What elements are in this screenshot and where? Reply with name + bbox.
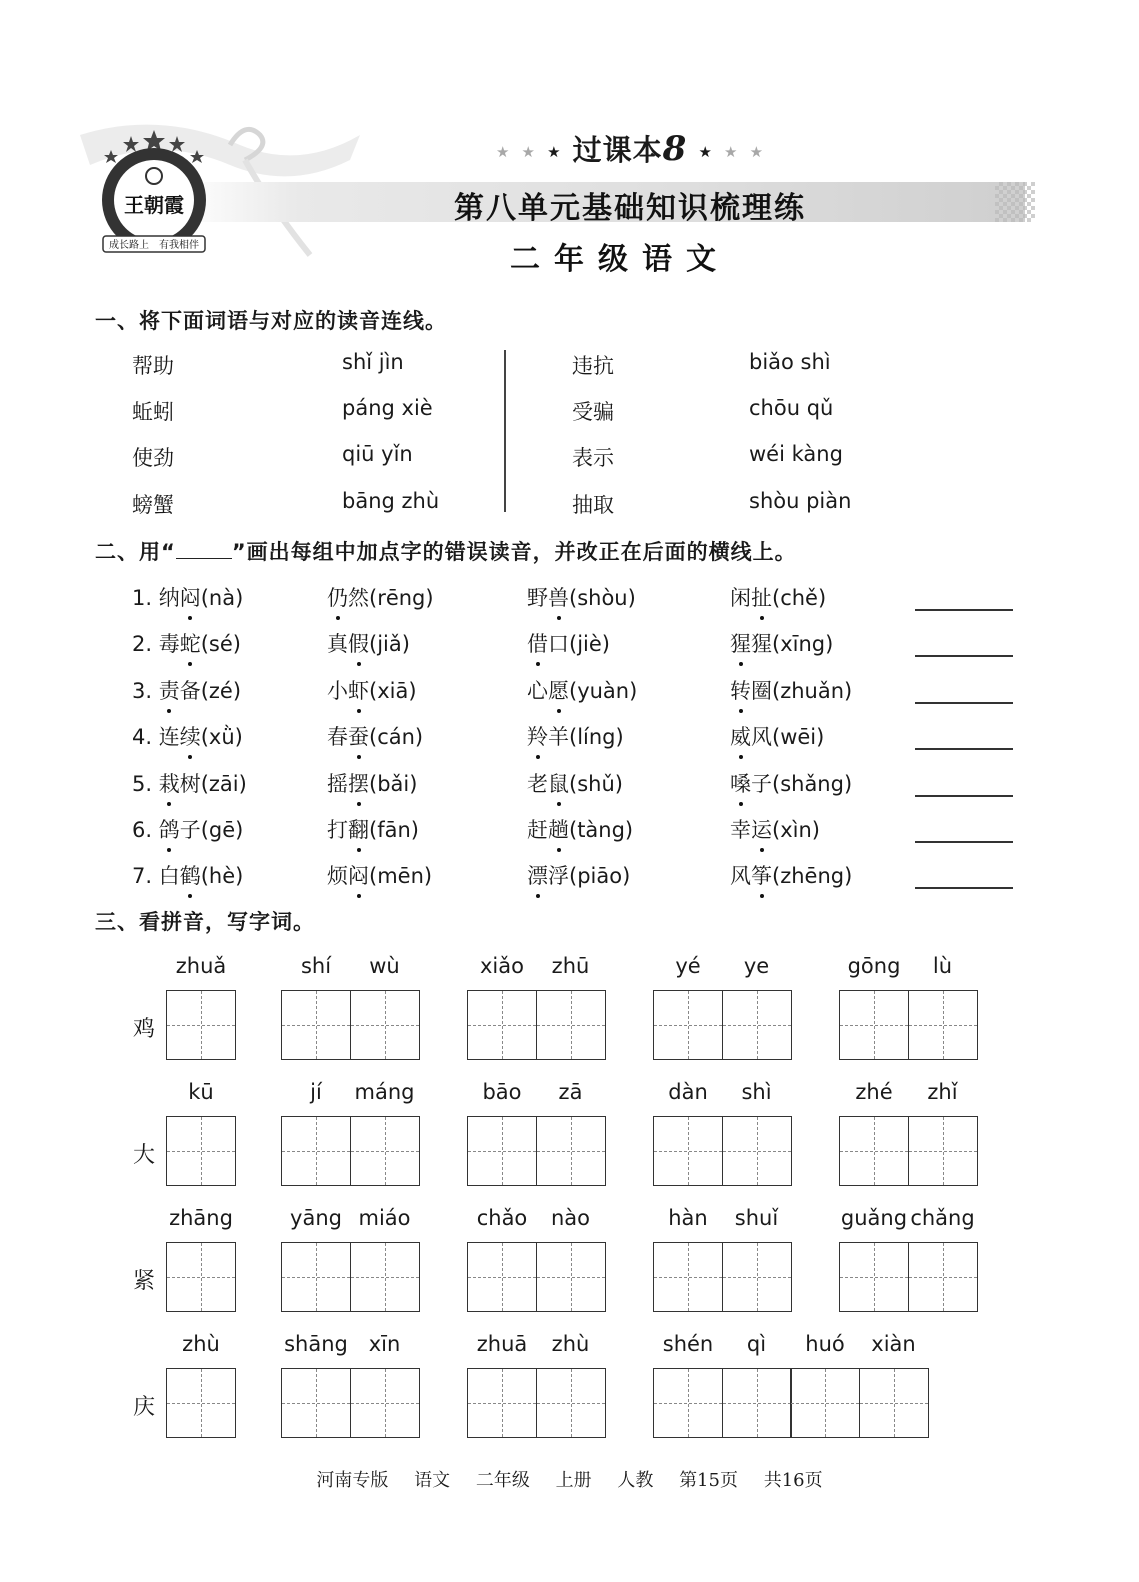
item-pinyin[interactable]: (gē) — [200, 818, 244, 842]
pinyin-syllable: nào — [550, 1206, 591, 1230]
dotted-char: 栽 — [159, 768, 180, 798]
writing-cell[interactable] — [722, 1242, 792, 1312]
error-item[interactable] — [132, 721, 243, 751]
dotted-char: 闷 — [180, 582, 201, 612]
item-number: 2. — [132, 632, 159, 656]
writing-cell[interactable] — [350, 1116, 420, 1186]
error-item[interactable] — [527, 814, 633, 844]
pinyin-syllable: shì — [741, 1080, 772, 1104]
match-right-pinyin[interactable]: wéi kàng — [749, 442, 843, 466]
error-item[interactable] — [132, 628, 241, 658]
item-char: 树 — [179, 772, 201, 796]
item-char: 野 — [527, 586, 548, 610]
pinyin-syllable: zhù — [551, 1332, 590, 1356]
dotted-char: 趟 — [548, 814, 569, 844]
item-char: 纳 — [158, 586, 180, 610]
pinyin-syllable: zhǐ — [927, 1080, 958, 1104]
dotted-char: 鸽 — [159, 814, 180, 844]
item-char: 摇 — [327, 772, 348, 796]
item-char: 圈 — [751, 679, 772, 703]
match-left-pinyin[interactable]: qiū yǐn — [342, 442, 413, 466]
footer-page: 第15页 — [679, 1470, 738, 1491]
item-pinyin[interactable]: (xīng) — [772, 632, 834, 656]
pinyin-syllable: zā — [558, 1080, 583, 1104]
pinyin-syllable: chǎng — [910, 1206, 975, 1230]
page-title: 第八单元基础知识梳理练 — [454, 191, 806, 226]
error-item[interactable] — [730, 768, 852, 798]
error-item[interactable] — [527, 860, 630, 890]
writing-grid — [839, 990, 978, 1060]
dotted-char: 转 — [730, 675, 751, 705]
pinyin-syllable: gōng — [847, 954, 901, 978]
pinyin-syllable: guǎng — [840, 1206, 908, 1230]
match-left-word[interactable]: 蚯蚓 — [132, 400, 174, 424]
pinyin-syllable: dàn — [668, 1080, 708, 1104]
item-char: 打 — [327, 818, 348, 842]
pinyin-syllable: zhū — [551, 954, 590, 978]
error-item[interactable] — [527, 628, 610, 658]
pinyin-syllable: huó — [805, 1332, 845, 1356]
error-item[interactable] — [527, 768, 623, 798]
item-pinyin[interactable]: (líng) — [569, 725, 624, 749]
dotted-char: 闷 — [348, 860, 369, 890]
dotted-char: 借 — [527, 628, 548, 658]
section2-heading — [95, 536, 797, 566]
error-item[interactable] — [327, 582, 434, 612]
lead-char: 庆 — [133, 1395, 156, 1420]
dotted-char: 翻 — [348, 814, 369, 844]
writing-cell[interactable] — [722, 990, 792, 1060]
writing-cell[interactable] — [722, 1116, 792, 1186]
pinyin-syllable: wù — [369, 954, 400, 978]
item-pinyin[interactable]: (wēi) — [772, 725, 825, 749]
error-item[interactable] — [327, 860, 432, 890]
lead-char: 鸡 — [133, 1017, 156, 1042]
item-char: 幸 — [730, 818, 751, 842]
writing-cell[interactable] — [467, 1368, 537, 1438]
footer-volume: 上册 — [555, 1470, 592, 1491]
item-char: 春 — [327, 725, 348, 749]
item-char: 赶 — [527, 818, 548, 842]
match-right-pinyin[interactable]: chōu qǔ — [749, 396, 834, 420]
dotted-char: 蛇 — [180, 628, 201, 658]
item-char: 然 — [348, 586, 369, 610]
error-item[interactable] — [527, 721, 624, 751]
item-pinyin[interactable]: (jiǎ) — [369, 632, 410, 656]
writing-cell[interactable] — [166, 1242, 236, 1312]
error-item[interactable] — [132, 582, 243, 612]
dotted-char: 假 — [348, 628, 369, 658]
writing-cell[interactable] — [467, 1242, 537, 1312]
writing-grid — [166, 990, 236, 1060]
item-pinyin[interactable]: (yuàn) — [569, 679, 638, 703]
writing-grid — [281, 990, 420, 1060]
writing-cell[interactable] — [281, 1368, 351, 1438]
footer-subject: 语文 — [414, 1470, 451, 1491]
error-item[interactable] — [327, 814, 419, 844]
section2-heading-post: ”画出每组中加点字的错误读音，并改正在后面的横线上。 — [231, 540, 797, 564]
match-left-word[interactable]: 帮助 — [132, 354, 174, 378]
error-item[interactable] — [527, 582, 636, 612]
match-right-word[interactable]: 违抗 — [572, 354, 614, 378]
item-char: 子 — [751, 772, 772, 796]
writing-cell[interactable] — [653, 1242, 723, 1312]
writing-grid — [839, 1242, 978, 1312]
error-item[interactable] — [132, 768, 247, 798]
pinyin-syllable: xiǎo — [480, 954, 524, 978]
match-left-pinyin[interactable]: páng xiè — [342, 396, 433, 420]
star-icon: ★ — [521, 143, 536, 161]
item-pinyin[interactable]: (xìn) — [772, 818, 820, 842]
item-pinyin[interactable]: (zé) — [200, 679, 242, 703]
item-pinyin[interactable]: (zhuǎn) — [772, 679, 853, 703]
item-pinyin[interactable]: (nà) — [200, 586, 244, 610]
answer-line[interactable] — [915, 887, 1013, 889]
error-item[interactable] — [730, 582, 826, 612]
item-char: 猩 — [751, 632, 772, 656]
pinyin-syllable: xiàn — [871, 1332, 916, 1356]
error-item[interactable] — [730, 721, 824, 751]
dotted-char: 鼠 — [548, 768, 569, 798]
item-char: 连 — [158, 725, 180, 749]
pinyin-syllable: yé — [675, 954, 701, 978]
pinyin-syllable: kū — [188, 1080, 214, 1104]
logo-brand-text: 王朝霞 — [124, 193, 184, 217]
dotted-char: 蚕 — [348, 721, 369, 751]
answer-line[interactable] — [915, 841, 1013, 843]
writing-cell[interactable] — [908, 1116, 978, 1186]
error-item[interactable] — [527, 675, 637, 705]
item-pinyin[interactable]: (zāi) — [200, 772, 247, 796]
item-number: 3. — [132, 679, 159, 703]
lead-char: 紧 — [133, 1269, 156, 1294]
writing-cell[interactable] — [536, 1242, 606, 1312]
dotted-char: 威 — [730, 721, 751, 751]
dotted-char: 筝 — [751, 860, 772, 890]
pinyin-syllable: shí — [300, 954, 332, 978]
page-footer — [0, 1466, 1139, 1492]
item-char: 闲 — [730, 586, 751, 610]
pinyin-syllable: jí — [310, 1080, 322, 1104]
error-item[interactable] — [132, 675, 241, 705]
writing-grid — [281, 1242, 420, 1312]
writing-cell[interactable] — [467, 990, 537, 1060]
writing-cell[interactable] — [908, 1242, 978, 1312]
dotted-char: 愿 — [548, 675, 569, 705]
pinyin-syllable: lù — [932, 954, 953, 978]
item-number: 4. — [132, 725, 159, 749]
pinyin-syllable: xīn — [368, 1332, 401, 1356]
star-icon: ★ — [698, 143, 713, 161]
writing-grid — [653, 1368, 929, 1438]
pinyin-syllable: zhé — [855, 1080, 893, 1104]
item-char: 口 — [548, 632, 569, 656]
writing-cell[interactable] — [350, 1368, 420, 1438]
dotted-char: 责 — [159, 675, 180, 705]
pinyin-syllable: qì — [746, 1332, 767, 1356]
item-pinyin[interactable]: (rēng) — [369, 586, 434, 610]
writing-cell[interactable] — [536, 1116, 606, 1186]
item-char: 风 — [751, 725, 772, 749]
writing-cell[interactable] — [281, 1116, 351, 1186]
brand-logo — [95, 128, 213, 256]
star-icon: ★ — [749, 143, 765, 161]
dotted-char: 虾 — [348, 675, 369, 705]
writing-cell[interactable] — [839, 1116, 909, 1186]
writing-cell[interactable] — [536, 990, 606, 1060]
logo-motto-left: 成长路上 — [109, 240, 149, 251]
match-right-word[interactable]: 抽取 — [572, 493, 614, 517]
error-item[interactable] — [327, 628, 410, 658]
star-icon: ★ — [724, 143, 739, 161]
dotted-char: 摆 — [348, 768, 369, 798]
item-number: 1. — [132, 586, 159, 610]
writing-grid — [281, 1368, 420, 1438]
item-pinyin[interactable]: (fān) — [369, 818, 419, 842]
logo-motto-right: 有我相伴 — [159, 240, 199, 251]
item-pinyin[interactable]: (cán) — [369, 725, 424, 749]
item-char: 子 — [179, 818, 201, 842]
section2-heading-pre: 二、用“ — [95, 540, 176, 564]
pinyin-syllable: máng — [354, 1080, 415, 1104]
answer-line[interactable] — [915, 609, 1013, 611]
dotted-char: 运 — [751, 814, 772, 844]
answer-line[interactable] — [915, 702, 1013, 704]
pinyin-syllable: shén — [662, 1332, 714, 1356]
item-char: 备 — [179, 679, 201, 703]
match-left-pinyin[interactable]: shǐ jìn — [342, 350, 404, 374]
item-pinyin[interactable]: (shǔ) — [569, 772, 623, 796]
writing-grid — [281, 1116, 420, 1186]
item-number: 6. — [132, 818, 159, 842]
match-right-pinyin[interactable]: biǎo shì — [749, 350, 831, 374]
writing-grid — [467, 1242, 606, 1312]
match-left-pinyin[interactable]: bāng zhù — [342, 489, 440, 513]
item-char: 浮 — [548, 864, 569, 888]
item-pinyin[interactable]: (shòu) — [569, 586, 636, 610]
dotted-char: 续 — [180, 721, 201, 751]
lead-char: 大 — [133, 1143, 156, 1168]
kicker-text: 过课本 — [572, 133, 663, 167]
pinyin-syllable: ye — [743, 954, 770, 978]
item-char: 老 — [527, 772, 548, 796]
writing-cell[interactable] — [536, 1368, 606, 1438]
error-item[interactable] — [132, 860, 243, 890]
pinyin-syllable: miáo — [358, 1206, 411, 1230]
item-pinyin[interactable]: (shǎng) — [772, 772, 853, 796]
writing-cell[interactable] — [467, 1116, 537, 1186]
writing-cell[interactable] — [281, 1242, 351, 1312]
error-item[interactable] — [730, 675, 852, 705]
dotted-char: 猩 — [730, 628, 751, 658]
writing-grid — [467, 1368, 606, 1438]
writing-grid — [467, 1116, 606, 1186]
pinyin-syllable: zhuā — [476, 1332, 528, 1356]
match-right-word[interactable]: 表示 — [572, 446, 614, 470]
writing-cell[interactable] — [839, 1242, 909, 1312]
item-pinyin[interactable]: (jiè) — [569, 632, 610, 656]
error-item[interactable] — [730, 814, 820, 844]
writing-grid — [653, 990, 792, 1060]
writing-grid — [467, 990, 606, 1060]
error-item[interactable] — [730, 860, 852, 890]
writing-cell[interactable] — [653, 1368, 723, 1438]
dotted-char: 兽 — [548, 582, 569, 612]
error-item[interactable] — [730, 628, 833, 658]
item-char: 小 — [327, 679, 348, 703]
footer-grade: 二年级 — [475, 1470, 530, 1491]
dotted-char: 鹤 — [180, 860, 201, 890]
item-pinyin[interactable]: (hè) — [200, 864, 244, 888]
dotted-char: 嗓 — [730, 768, 751, 798]
item-char: 风 — [730, 864, 751, 888]
section1-heading: 一、将下面词语与对应的读音连线。 — [95, 309, 447, 333]
writing-cell[interactable] — [166, 1116, 236, 1186]
match-left-word[interactable]: 螃蟹 — [132, 493, 174, 517]
item-char: 羊 — [548, 725, 569, 749]
item-pinyin[interactable]: (mēn) — [369, 864, 433, 888]
match-right-pinyin[interactable]: shòu piàn — [749, 489, 852, 513]
pinyin-syllable: hàn — [668, 1206, 708, 1230]
error-item[interactable] — [327, 768, 417, 798]
answer-line[interactable] — [915, 655, 1013, 657]
dotted-char: 漂 — [527, 860, 548, 890]
writing-cell[interactable] — [653, 990, 723, 1060]
item-pinyin[interactable]: (xiā) — [369, 679, 417, 703]
writing-grid — [166, 1368, 236, 1438]
kicker-title — [440, 128, 820, 169]
ribbon-checker-pattern — [995, 182, 1035, 222]
footer-total: 共16页 — [763, 1470, 823, 1491]
star-icon: ★ — [547, 143, 562, 161]
item-pinyin[interactable]: (piāo) — [569, 864, 631, 888]
item-char: 毒 — [158, 632, 180, 656]
match-left-word[interactable]: 使劲 — [132, 446, 174, 470]
dotted-char: 羚 — [527, 721, 548, 751]
underline-symbol — [176, 544, 232, 559]
item-char: 真 — [327, 632, 348, 656]
pinyin-syllable: chǎo — [476, 1206, 528, 1230]
pinyin-syllable: bāo — [482, 1080, 522, 1104]
page-subtitle: 二年级语文 — [510, 242, 730, 277]
writing-cell[interactable] — [166, 990, 236, 1060]
writing-cell[interactable] — [722, 1368, 792, 1438]
writing-cell[interactable] — [859, 1368, 929, 1438]
writing-cell[interactable] — [839, 990, 909, 1060]
pinyin-syllable: yāng — [290, 1206, 342, 1230]
pinyin-syllable: shuǐ — [734, 1206, 779, 1230]
footer-publisher: 人教 — [617, 1470, 654, 1491]
item-char: 心 — [527, 679, 548, 703]
item-char: 烦 — [327, 864, 348, 888]
pinyin-syllable: zhuǎ — [175, 954, 227, 978]
item-number: 7. — [132, 864, 159, 888]
item-number: 5. — [132, 772, 159, 796]
writing-cell[interactable] — [166, 1368, 236, 1438]
match-right-word[interactable]: 受骗 — [572, 400, 614, 424]
answer-line[interactable] — [915, 748, 1013, 750]
writing-cell[interactable] — [281, 990, 351, 1060]
writing-grid — [653, 1242, 792, 1312]
writing-cell[interactable] — [350, 990, 420, 1060]
writing-cell[interactable] — [908, 990, 978, 1060]
writing-cell[interactable] — [350, 1242, 420, 1312]
pinyin-syllable: shāng — [284, 1332, 348, 1356]
item-char: 白 — [158, 864, 180, 888]
star-icon: ★ — [495, 143, 511, 161]
answer-line[interactable] — [915, 795, 1013, 797]
dotted-char: 扯 — [751, 582, 772, 612]
item-pinyin[interactable]: (zhēng) — [772, 864, 853, 888]
match-divider — [504, 350, 506, 512]
kicker-number: 8 — [662, 129, 688, 169]
writing-grid — [166, 1242, 236, 1312]
writing-cell[interactable] — [790, 1368, 860, 1438]
item-pinyin[interactable]: (tàng) — [569, 818, 634, 842]
writing-grid — [166, 1116, 236, 1186]
item-pinyin[interactable]: (sé) — [200, 632, 241, 656]
pinyin-syllable: zhāng — [169, 1206, 233, 1230]
dotted-char: 仍 — [327, 582, 348, 612]
writing-grid — [653, 1116, 792, 1186]
item-pinyin[interactable]: (xǜ) — [200, 725, 243, 749]
error-item[interactable] — [327, 675, 417, 705]
writing-cell[interactable] — [653, 1116, 723, 1186]
writing-grid — [839, 1116, 978, 1186]
pinyin-syllable: zhù — [182, 1332, 220, 1356]
item-pinyin[interactable]: (chě) — [772, 586, 827, 610]
footer-edition: 河南专版 — [316, 1470, 389, 1491]
error-item[interactable] — [327, 721, 423, 751]
error-item[interactable] — [132, 814, 243, 844]
section3-heading: 三、看拼音，写字词。 — [95, 910, 315, 934]
item-pinyin[interactable]: (bǎi) — [369, 772, 418, 796]
